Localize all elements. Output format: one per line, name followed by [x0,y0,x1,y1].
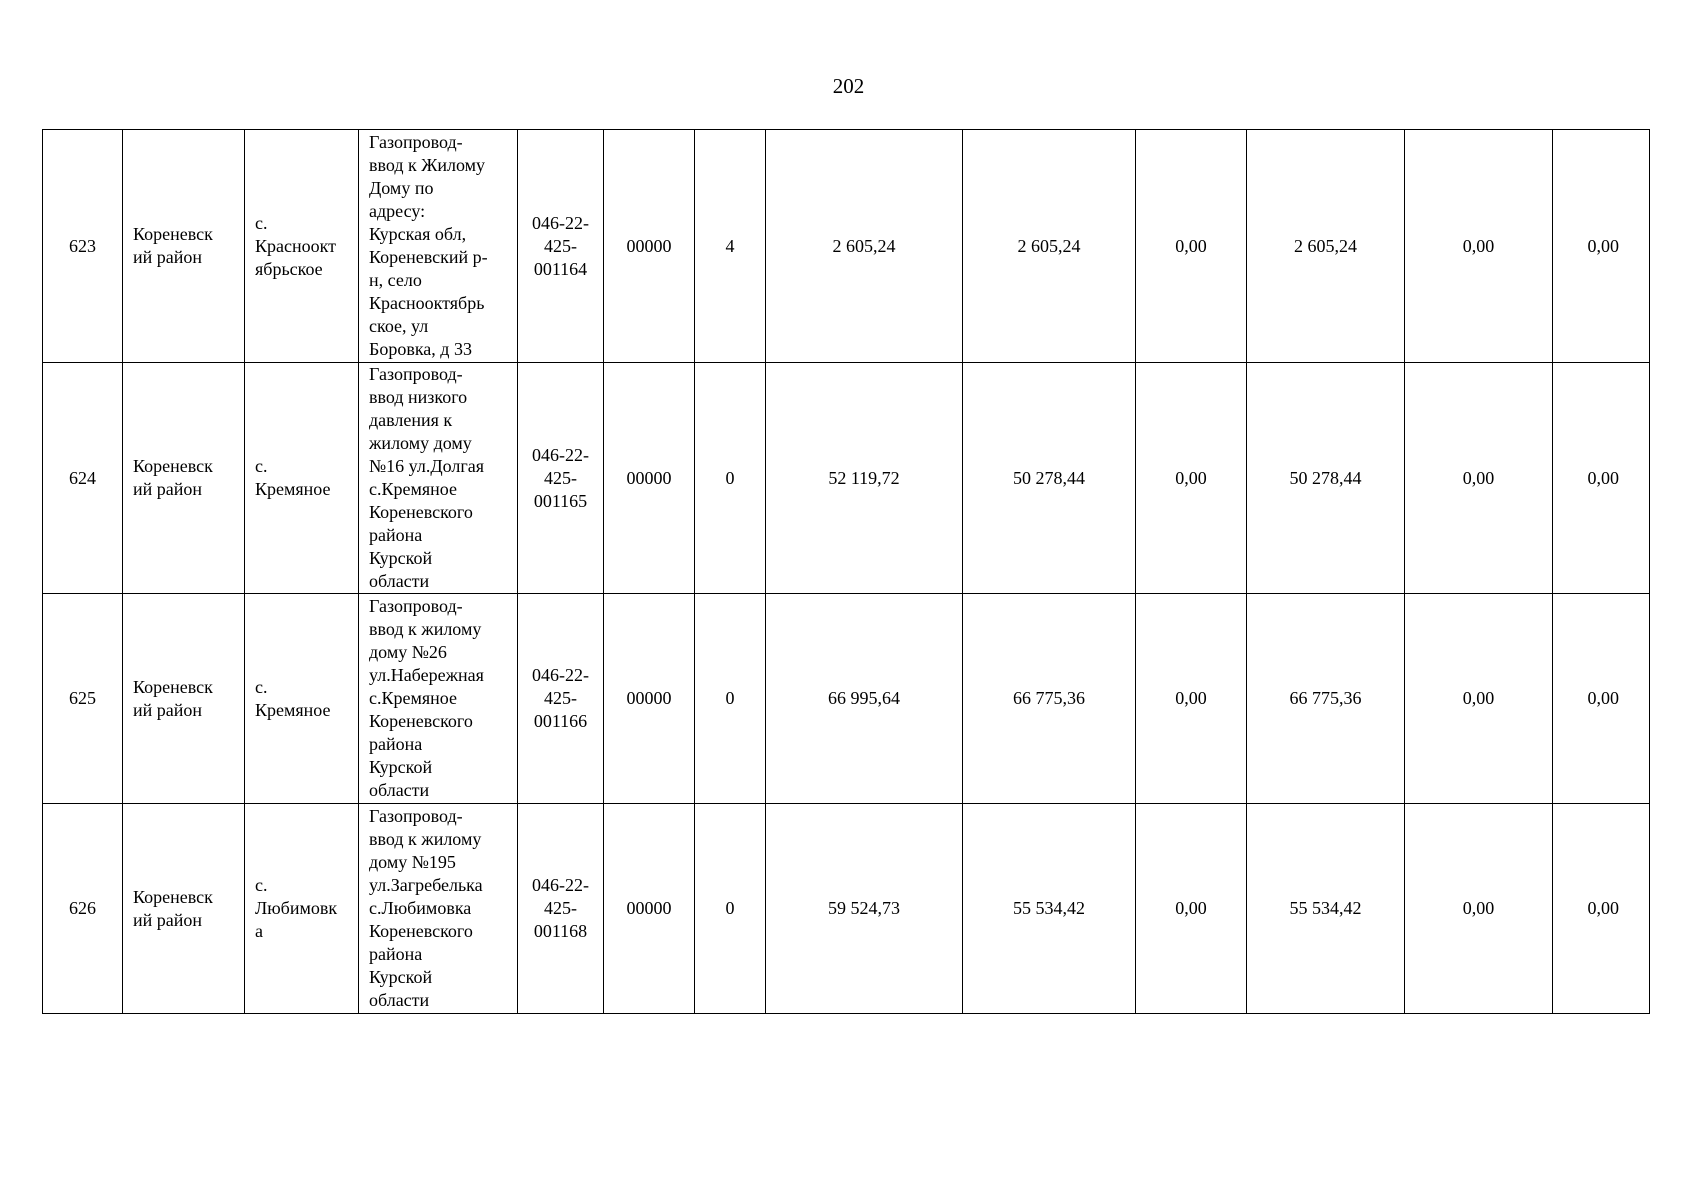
cell-number: 624 [43,363,123,594]
page-number: 202 [832,74,865,98]
cell-number: 626 [43,804,123,1014]
cell-value-5: 0,00 [1405,363,1553,594]
cell-district: Кореневск ий район [123,130,245,363]
cell-number: 625 [43,594,123,804]
table-row [43,363,1650,594]
cell-quantity: 0 [695,804,766,1014]
cell-value-2: 50 278,44 [963,363,1136,594]
cell-code: 00000 [604,363,695,594]
cell-cadastral-code: 046-22- 425- 001165 [518,363,604,594]
cell-value-5: 0,00 [1405,130,1553,363]
cell-description: Газопровод- ввод низкого давления к жилому дому №16 ул.Долгая с.Кремяное Кореневского района Курской области [359,363,518,594]
cell-value-1: 52 119,72 [766,363,963,594]
cell-locality: с. Кремяное [245,363,359,594]
cell-value-6: 0,00 [1553,804,1650,1014]
cell-cadastral-code: 046-22- 425- 001166 [518,594,604,804]
cell-value-1: 59 524,73 [766,804,963,1014]
cell-value-1: 2 605,24 [766,130,963,363]
cell-code: 00000 [604,804,695,1014]
cell-number: 623 [43,130,123,363]
cell-description: Газопровод- ввод к жилому дому №195 ул.Загребелька с.Любимовка Кореневского района Курской области [359,804,518,1014]
cell-value-2: 66 775,36 [963,594,1136,804]
cell-locality: с. Кремяное [245,594,359,804]
register-body [43,130,1650,1014]
cell-district: Кореневск ий район [123,804,245,1014]
cell-quantity: 0 [695,594,766,804]
cell-value-4: 50 278,44 [1247,363,1405,594]
cell-description: Газопровод- ввод к жилому дому №26 ул.Набережная с.Кремяное Кореневского района Курской области [359,594,518,804]
cell-quantity: 0 [695,363,766,594]
register-table [42,129,1650,1014]
cell-value-4: 55 534,42 [1247,804,1405,1014]
cell-district: Кореневск ий район [123,363,245,594]
cell-value-6: 0,00 [1553,594,1650,804]
table-row [43,130,1650,363]
cell-locality: с. Любимовк а [245,804,359,1014]
cell-value-3: 0,00 [1136,804,1247,1014]
cell-quantity: 4 [695,130,766,363]
cell-value-6: 0,00 [1553,363,1650,594]
cell-cadastral-code: 046-22- 425- 001164 [518,130,604,363]
cell-district: Кореневск ий район [123,594,245,804]
cell-value-5: 0,00 [1405,804,1553,1014]
cell-value-4: 66 775,36 [1247,594,1405,804]
cell-value-5: 0,00 [1405,594,1553,804]
cell-code: 00000 [604,130,695,363]
cell-value-3: 0,00 [1136,594,1247,804]
cell-value-1: 66 995,64 [766,594,963,804]
cell-value-4: 2 605,24 [1247,130,1405,363]
cell-value-2: 55 534,42 [963,804,1136,1014]
table-row [43,594,1650,804]
cell-description: Газопровод- ввод к Жилому Дому по адресу: Курская обл, Кореневский р- н, село Краснооктябрь ское, ул Боровка, д 33 [359,130,518,363]
cell-cadastral-code: 046-22- 425- 001168 [518,804,604,1014]
table-row [43,804,1650,1014]
cell-code: 00000 [604,594,695,804]
cell-value-3: 0,00 [1136,363,1247,594]
cell-value-2: 2 605,24 [963,130,1136,363]
cell-value-3: 0,00 [1136,130,1247,363]
cell-value-6: 0,00 [1553,130,1650,363]
cell-locality: с. Красноокт ябрьское [245,130,359,363]
